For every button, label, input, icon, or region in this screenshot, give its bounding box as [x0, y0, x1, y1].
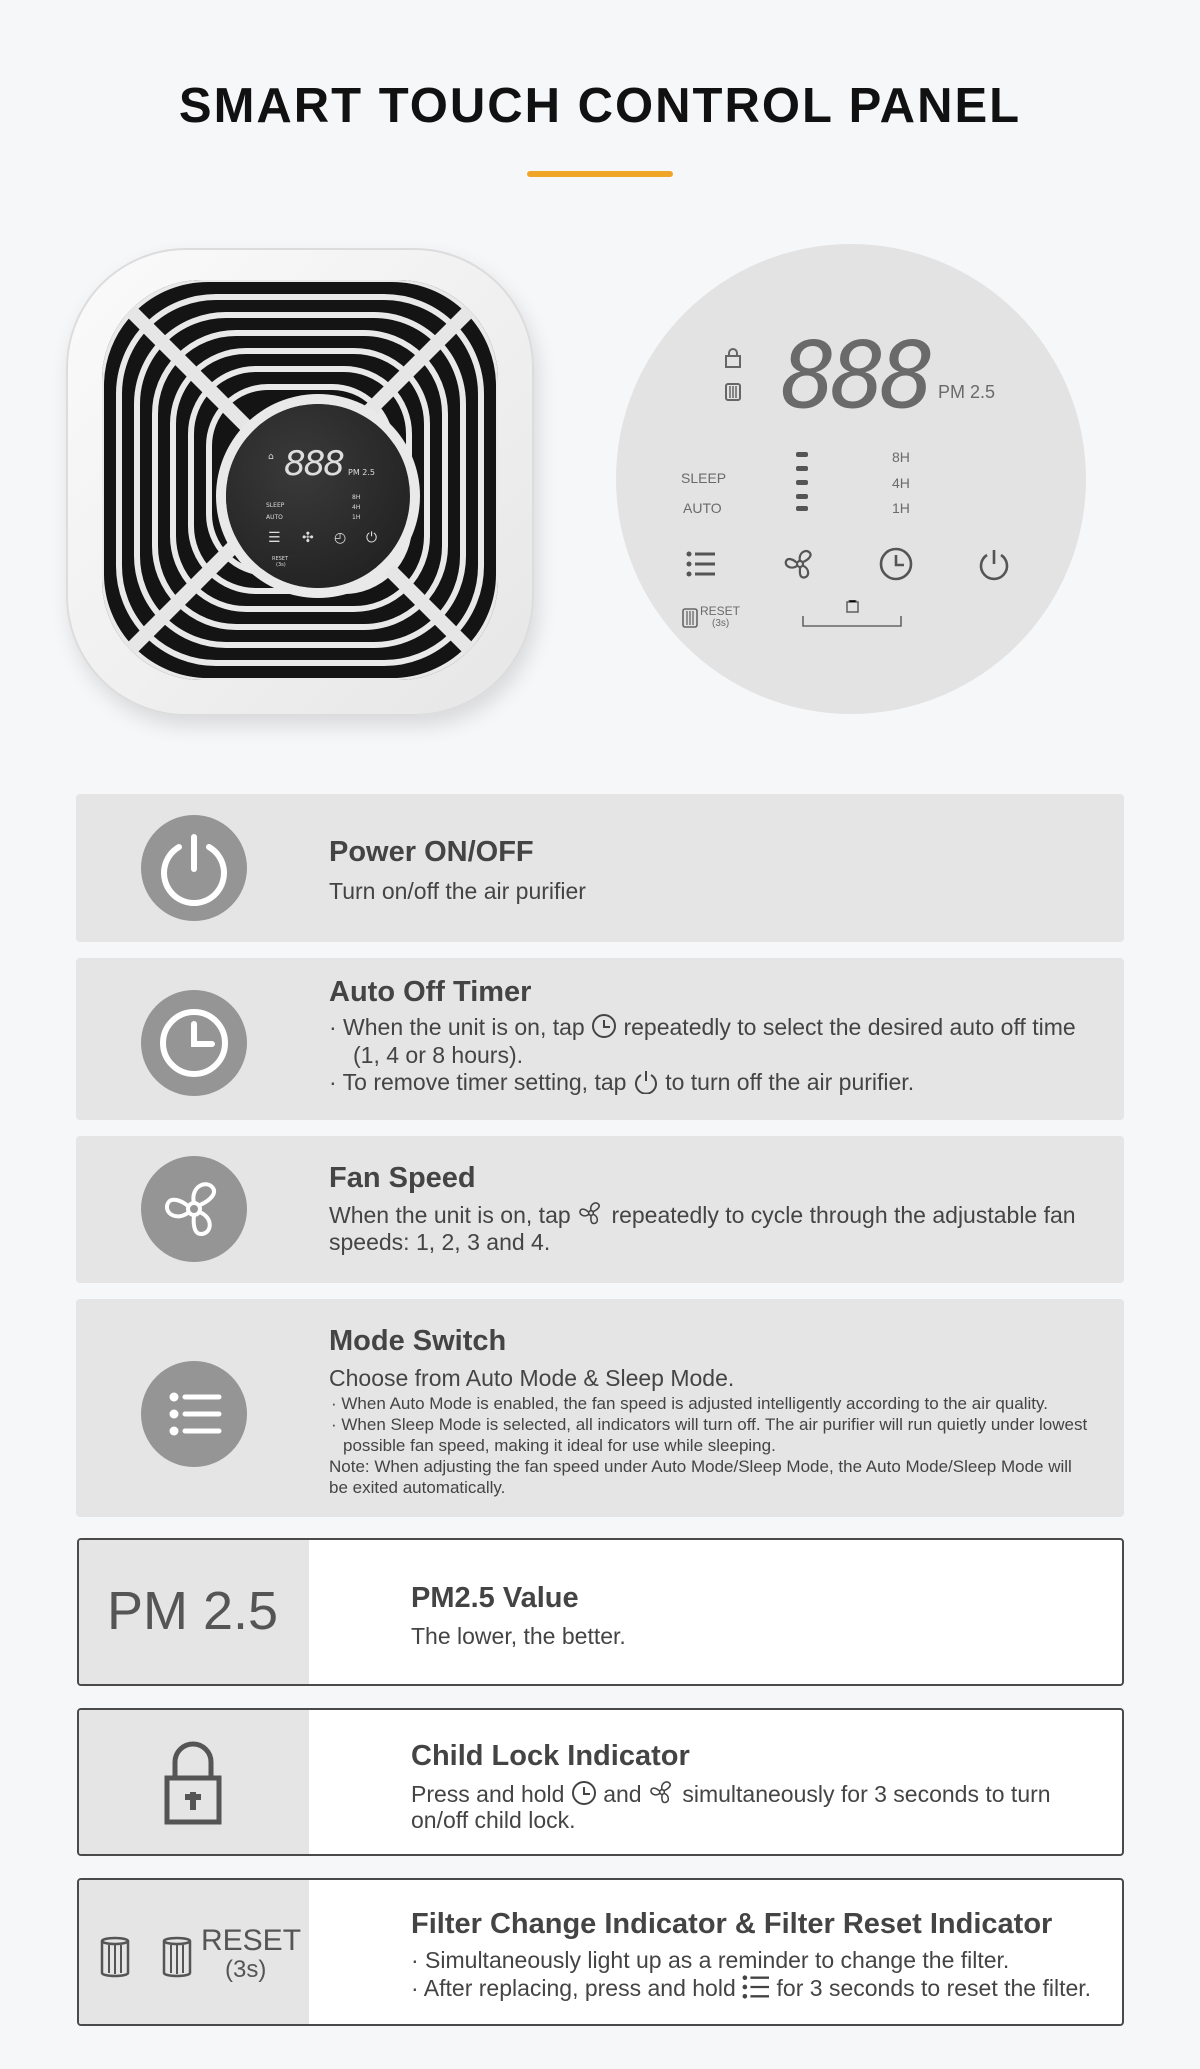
product-auto-label: AUTO [266, 514, 283, 521]
mode-sub-1: · When Auto Mode is enabled, the fan speed is adjusted intelligently according to the air quality. [331, 1394, 1048, 1413]
feature-mode-row [76, 1299, 1124, 1517]
lock-icon [724, 348, 742, 368]
lock-line-2: on/off child lock. [411, 1807, 576, 1833]
timer-8h-label: 8H [892, 449, 910, 465]
timer-line-3 [329, 1068, 914, 1096]
filter-title: Filter Change Indicator & Filter Reset Indicator [411, 1908, 1053, 1940]
control-panel-closeup [616, 244, 1086, 714]
filter-reset-sub: (3s) [225, 1956, 267, 1983]
fan-line-1-a: When the unit is on, tap [329, 1202, 578, 1228]
timer-line-2: (1, 4 or 8 hours). [353, 1042, 524, 1068]
timer-title: Auto Off Timer [329, 976, 532, 1008]
filter-line-2 [411, 1974, 1124, 2002]
product-pm-label: PM 2.5 [348, 468, 375, 477]
power-icon [633, 1068, 659, 1094]
power-icon [141, 815, 247, 921]
fan-line-1-b: repeatedly to cycle through the adjustable fan [611, 1202, 1076, 1228]
pm-label-box [79, 1540, 309, 1684]
fan-line-1 [329, 1199, 1119, 1229]
product-reset-label: RESET [272, 556, 289, 562]
timer-line-1-a: · When the unit is on, tap [329, 1014, 592, 1040]
fan-icon [141, 1156, 247, 1262]
product-8h-label: 8H [352, 494, 361, 501]
product-reset-sub: (3s) [276, 562, 286, 568]
fan-line-2: speeds: 1, 2, 3 and 4. [329, 1229, 551, 1255]
mode-sub-3: possible fan speed, making it ideal for use while sleeping. [343, 1436, 776, 1455]
power-desc: Turn on/off the air purifier [329, 878, 586, 904]
speed-indicator-5 [796, 506, 808, 511]
pm-display: 888 [781, 322, 930, 429]
pm-title: PM2.5 Value [411, 1582, 579, 1614]
feature-lock-row [77, 1708, 1124, 1856]
pm-desc: The lower, the better. [411, 1623, 626, 1649]
list-icon [742, 1974, 770, 2000]
product-sleep-label: SLEEP [266, 502, 285, 509]
filter-line-1: · Simultaneously light up as a reminder to change the filter. [411, 1947, 1010, 1973]
clock-icon [591, 1013, 617, 1039]
page-title: SMART TOUCH CONTROL PANEL [178, 79, 1022, 133]
mode-icon-circle [141, 1361, 247, 1467]
power-icon-circle [141, 815, 247, 921]
product-lock-icon: ⌂ [268, 452, 274, 462]
power-title: Power ON/OFF [329, 836, 534, 868]
product-list-icon: ☰ [268, 530, 281, 546]
feature-timer-row [76, 958, 1124, 1120]
clock-icon [571, 1780, 597, 1806]
product-4h-label: 4H [352, 504, 361, 511]
speed-indicator-2 [796, 466, 808, 471]
power-icon[interactable] [976, 546, 1012, 582]
lock-line-1-b: and [603, 1781, 648, 1807]
lock-icon [163, 1740, 223, 1826]
feature-fan-row [76, 1136, 1124, 1283]
timer-1h-label: 1H [892, 500, 910, 516]
speed-indicator-4 [796, 494, 808, 499]
mode-note-1: Note: When adjusting the fan speed under Auto Mode/Sleep Mode, the Auto Mode/Sleep Mode will [329, 1457, 1072, 1476]
mode-note-2: be exited automatically. [329, 1478, 506, 1497]
mode-sub-2: · When Sleep Mode is selected, all indicators will turn off. The air purifier will run quietly under lowest [331, 1415, 1088, 1434]
pm-display-label: PM 2.5 [938, 382, 996, 402]
sleep-indicator-label: SLEEP [681, 470, 727, 486]
child-lock-bracket [802, 600, 902, 630]
mode-list-icon[interactable] [686, 550, 716, 578]
lock-icon-box [79, 1710, 309, 1854]
timer-line-3-a: · To remove timer setting, tap [329, 1069, 633, 1095]
filter-line-2-b: for 3 seconds to reset the filter. [776, 1975, 1092, 2001]
list-icon [141, 1361, 247, 1467]
mode-line-1: Choose from Auto Mode & Sleep Mode. [329, 1365, 735, 1391]
lock-title: Child Lock Indicator [411, 1740, 690, 1772]
timer-line-1-b: repeatedly to select the desired auto off time [623, 1014, 1076, 1040]
feature-power-row [76, 794, 1124, 942]
filter-line-2-a: · After replacing, press and hold [411, 1975, 743, 2001]
timer-line-3-b: to turn off the air purifier. [665, 1069, 915, 1095]
timer-line-1 [329, 1013, 1119, 1041]
timer-icon-circle [141, 990, 247, 1096]
fan-title: Fan Speed [329, 1162, 476, 1194]
fan-icon-circle [141, 1156, 247, 1262]
filter-icon [724, 382, 742, 402]
fan-icon[interactable] [782, 546, 818, 582]
feature-filter-row [77, 1878, 1124, 2026]
product-1h-label: 1H [352, 514, 361, 521]
speed-indicator-3 [796, 480, 808, 485]
title-underline [527, 171, 673, 177]
filter-icon-box [79, 1880, 309, 2024]
filter-reset-label: RESET [201, 1924, 302, 1957]
lock-line-1-c: simultaneously for 3 seconds to turn [682, 1781, 1051, 1807]
air-purifier-top-view [66, 248, 534, 716]
reset-filter-icon [161, 1936, 193, 1978]
feature-pm-row [77, 1538, 1124, 1686]
product-power-icon: ⏻ [366, 530, 378, 546]
timer-4h-label: 4H [892, 475, 910, 491]
lock-line-1-a: Press and hold [411, 1781, 571, 1807]
purifier-grille [102, 280, 498, 680]
reset-filter-icon [682, 608, 698, 628]
product-display: 888 [284, 444, 343, 484]
reset-sub-label: (3s) [712, 618, 730, 629]
clock-icon [141, 990, 247, 1096]
pm-label: PM 2.5 [107, 1581, 279, 1641]
speed-indicator-1 [796, 452, 808, 457]
auto-indicator-label: AUTO [683, 500, 722, 516]
mode-title: Mode Switch [329, 1325, 507, 1357]
product-fan-icon: ✣ [302, 530, 314, 546]
timer-clock-icon[interactable] [878, 546, 914, 582]
lock-line-1 [411, 1778, 1111, 1808]
fan-icon [577, 1199, 605, 1227]
reset-label: RESET [700, 604, 741, 618]
filter-icon [99, 1936, 131, 1978]
product-clock-icon: ◴ [334, 530, 347, 546]
fan-icon [648, 1778, 676, 1806]
product-control-panel [226, 404, 410, 588]
